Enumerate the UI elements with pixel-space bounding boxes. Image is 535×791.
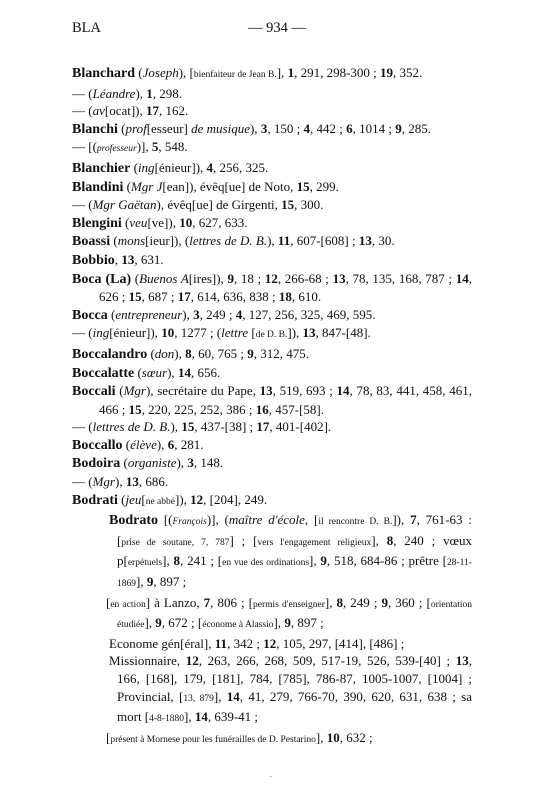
index-entry: — (lettres de D. B.), 15, 437-[38] ; 17, 401-[402]. <box>72 419 332 435</box>
running-header-letters: BLA <box>72 20 101 36</box>
index-entry: — (ing[énieur]), 10, 1277 ; (lettre [de D. B.]), 13, 847-[48]. <box>72 325 371 341</box>
index-entry: Blandini (Mgr J[ean]), évêq[ue] de Noto, 15, 299. <box>72 178 339 195</box>
index-entry: Blanchi (prof[esseur] de musique), 3, 150 ; 4, 442 ; 6, 1014 ; 9, 285. <box>72 120 431 137</box>
index-entry: — (Mgr Gaëtan), évêq[ue] de Girgenti, 15, 300. <box>72 197 324 213</box>
index-entry: Boccalandro (don), 8, 60, 765 ; 9, 312, 475. <box>72 345 310 362</box>
index-entries <box>72 64 472 749</box>
index-entry: — (av[ocat]), 17, 162. <box>72 103 189 119</box>
index-entry: Boccalatte (sœur), 14, 656. <box>72 364 221 381</box>
index-entry: Blengini (veu[ve]), 10, 627, 633. <box>72 214 248 231</box>
index-entry: [présent à Mornese pour les funérailles de D. Pestarino], 10, 632 ; <box>106 729 373 745</box>
index-entry: Bodrato [(François)], (maître d'école, [il rencontre D. B.]), 7, 761-63 : [prise de soutane, 7, 787] ; [vers l'engagement religieux], 8, 240 ; vœux p[erpétuels], 8, 241 ; [en vue des ordinations], 9, 518, 684-86 ; prêtre [28-11-1869], 9, 897 ; <box>109 512 472 590</box>
index-entry: Bodoira (organiste), 3, 148. <box>72 455 224 472</box>
page-number: — 934 — <box>248 20 306 36</box>
index-entry: — [(professeur)], 5, 548. <box>72 139 188 155</box>
index-entry: [en action] à Lanzo, 7, 806 ; [permis d'enseigner], 8, 249 ; 9, 360 ; [orientation étudiée], 9, 672 ; [économe à Alassio], 9, 897 ; <box>106 594 472 631</box>
index-entry: Blanchard (Joseph), [bienfaiteur de Jean B.], 1, 291, 298-300 ; 19, 352. <box>72 65 423 81</box>
index-entry: Bocca (entrepreneur), 3, 249 ; 4, 127, 256, 325, 469, 595. <box>72 306 376 323</box>
index-entry: Bobbio, 13, 631. <box>72 251 164 268</box>
index-entry: — (Léandre), 1, 298. <box>72 85 183 101</box>
index-entry: Bodrati (jeu[ne abbé]), 12, [204], 249. <box>72 491 268 508</box>
index-entry: Boca (La) (Buenos A[ires]), 9, 18 ; 12, 266-68 ; 13, 78, 135, 168, 787 ; 14, 626 ; 15, 687 ; 17, 614, 636, 838 ; 18, 610. <box>72 270 472 305</box>
index-entry: Boccallo (élève), 6, 281. <box>72 436 204 453</box>
index-entry: Boassi (mons[ieur]), (lettres de D. B.), 11, 607-[608] ; 13, 30. <box>72 233 395 250</box>
index-entry: — (Mgr), 13, 686. <box>72 474 169 490</box>
index-entry: Boccali (Mgr), secrétaire du Pape, 13, 519, 693 ; 14, 78, 83, 441, 458, 461, 466 ; 15, 220, 225, 252, 386 ; 16, 457-[58]. <box>72 383 472 417</box>
index-entry: Missionnaire, 12, 263, 266, 268, 509, 517-19, 526, 539-[40] ; 13, 166, [168], 179, [181], 784, [785], 786-87, 1005-1007, [1004] ; Provincial, [13, 879], 14, 41, 279, 766-70, 390, 620, 631, 638 ; sa mort [4-8-1880], 14, 639-41 ; <box>109 653 473 725</box>
index-entry: Econome gén[éral], 11, 342 ; 12, 105, 297, [414], [486] ; <box>109 635 405 651</box>
page-mark: . <box>270 770 272 779</box>
index-entry: Blanchier (ing[énieur]), 4, 256, 325. <box>72 159 269 176</box>
